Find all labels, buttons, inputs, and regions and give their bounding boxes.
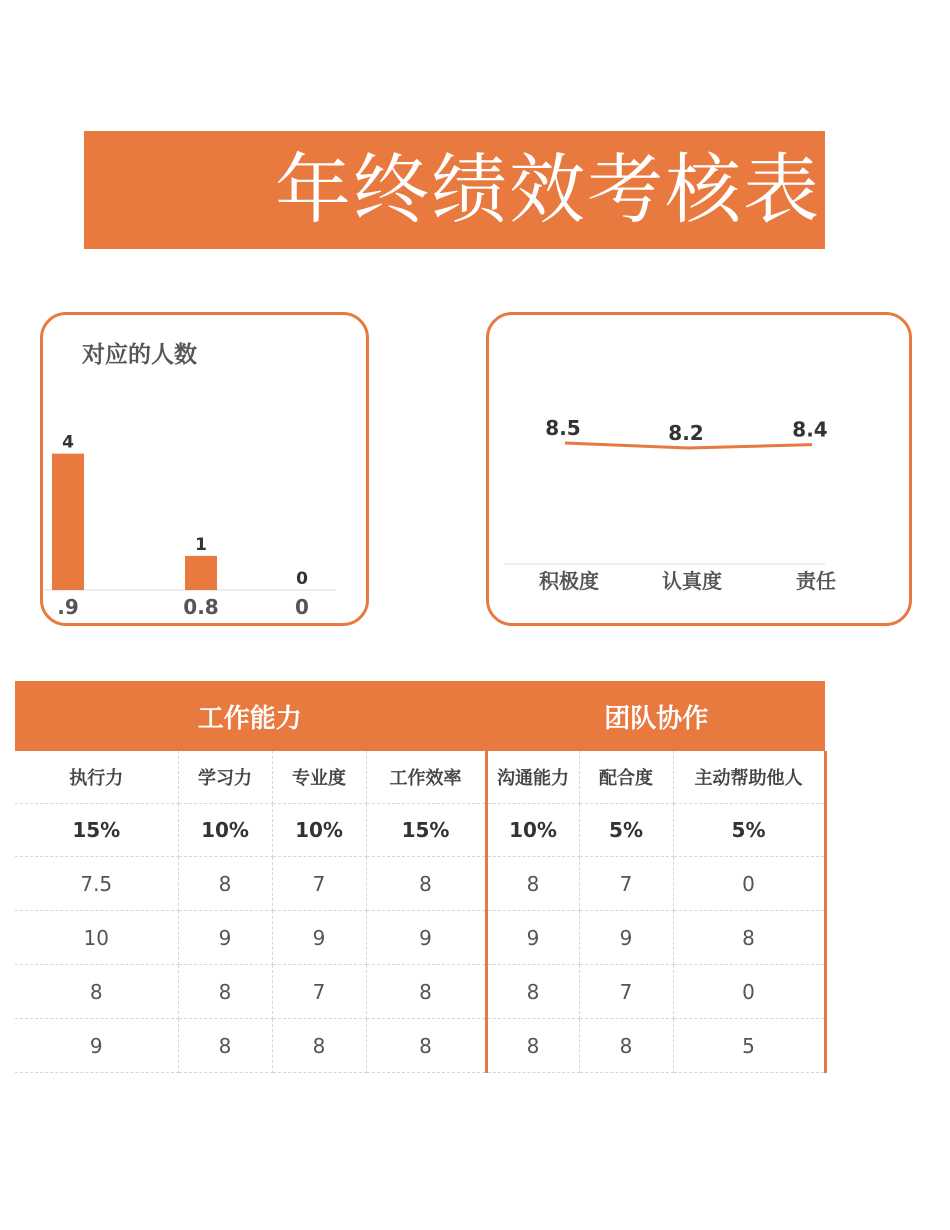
table-row-1-cell-0: 10 <box>15 911 178 965</box>
table-row-0-cell-5: 7 <box>579 857 673 911</box>
line-category-label-2: 责任 <box>796 569 836 593</box>
header-row-cell-1: 学习力 <box>178 751 272 804</box>
table-row-0-cell-3: 8 <box>366 857 486 911</box>
title-banner <box>84 131 825 249</box>
score-table <box>15 681 827 1073</box>
weight-row-cell-3: 15% <box>366 804 486 857</box>
bar-chart-title: 对应的人数 <box>82 342 197 368</box>
table-row-2-cell-3: 8 <box>366 965 486 1019</box>
weight-row-cell-2: 10% <box>272 804 366 857</box>
bar-0 <box>52 454 84 590</box>
table-row-0 <box>15 857 825 911</box>
table-row-2 <box>15 965 825 1019</box>
line-category-label-0: 积极度 <box>539 569 599 593</box>
table-row-0-cell-0: 7.5 <box>15 857 178 911</box>
bar-chart <box>57 300 374 640</box>
table-row-0-cell-2: 7 <box>272 857 366 911</box>
bar-category-label-0: .9 <box>57 595 79 619</box>
line-chart <box>470 300 836 640</box>
table-row-1-cell-3: 9 <box>366 911 486 965</box>
table-row-3-cell-3: 8 <box>366 1019 486 1073</box>
bar-category-label-2: 0 <box>295 595 309 619</box>
table-row-3-cell-2: 8 <box>272 1019 366 1073</box>
table-row-3-cell-4: 8 <box>486 1019 579 1073</box>
bar-value-label-0: 4 <box>62 432 74 453</box>
score-table-wrap <box>69 681 825 1073</box>
table-row-1-cell-6: 8 <box>673 911 825 965</box>
header-row-cell-2: 专业度 <box>272 751 366 804</box>
bar-category-label-1: 0.8 <box>183 595 219 619</box>
header-row-cell-3: 工作效率 <box>366 751 486 804</box>
table-row-2-cell-0: 8 <box>15 965 178 1019</box>
weight-row-cell-6: 5% <box>673 804 825 857</box>
bar-chart-clip <box>57 300 374 640</box>
bar-1 <box>185 556 217 590</box>
table-row-3-cell-1: 8 <box>178 1019 272 1073</box>
table-row-2-cell-2: 7 <box>272 965 366 1019</box>
table-row-3-cell-5: 8 <box>579 1019 673 1073</box>
table-row-2-cell-6: 0 <box>673 965 825 1019</box>
table-row-1-cell-5: 9 <box>579 911 673 965</box>
line-value-label-1: 8.2 <box>668 421 704 445</box>
table-row-3-cell-6: 5 <box>673 1019 825 1073</box>
line-value-label-2: 8.4 <box>792 417 828 442</box>
weight-row-cell-4: 10% <box>486 804 579 857</box>
weight-row-cell-5: 5% <box>579 804 673 857</box>
header-row <box>15 751 825 804</box>
line-chart-clip <box>470 300 836 640</box>
weight-row-cell-1: 10% <box>178 804 272 857</box>
header-row-cell-0: 执行力 <box>15 751 178 804</box>
line-value-label-0: 8.5 <box>545 416 581 440</box>
header-row-cell-6: 主动帮助他人 <box>673 751 825 804</box>
table-row-2-cell-4: 8 <box>486 965 579 1019</box>
table-row-3 <box>15 1019 825 1073</box>
page-title: 年终绩效考核表 <box>275 145 821 234</box>
table-row-2-cell-1: 8 <box>178 965 272 1019</box>
group-teamwork: 团队协作 <box>486 681 825 751</box>
table-row-3-cell-0: 9 <box>15 1019 178 1073</box>
table-row-1-cell-2: 9 <box>272 911 366 965</box>
weight-row <box>15 804 825 857</box>
header-row-cell-5: 配合度 <box>579 751 673 804</box>
header-row-cell-4: 沟通能力 <box>486 751 579 804</box>
bar-value-label-1: 1 <box>195 534 207 555</box>
table-row-1-cell-4: 9 <box>486 911 579 965</box>
table-row-1 <box>15 911 825 965</box>
table-row-0-cell-1: 8 <box>178 857 272 911</box>
table-row-1-cell-1: 9 <box>178 911 272 965</box>
bar-value-label-2: 0 <box>296 569 308 589</box>
group-work-ability: 工作能力 <box>15 681 486 751</box>
table-row-2-cell-5: 7 <box>579 965 673 1019</box>
line-category-label-1: 认真度 <box>662 569 722 593</box>
weight-row-cell-0: 15% <box>15 804 178 857</box>
table-row-0-cell-4: 8 <box>486 857 579 911</box>
table-row-0-cell-6: 0 <box>673 857 825 911</box>
